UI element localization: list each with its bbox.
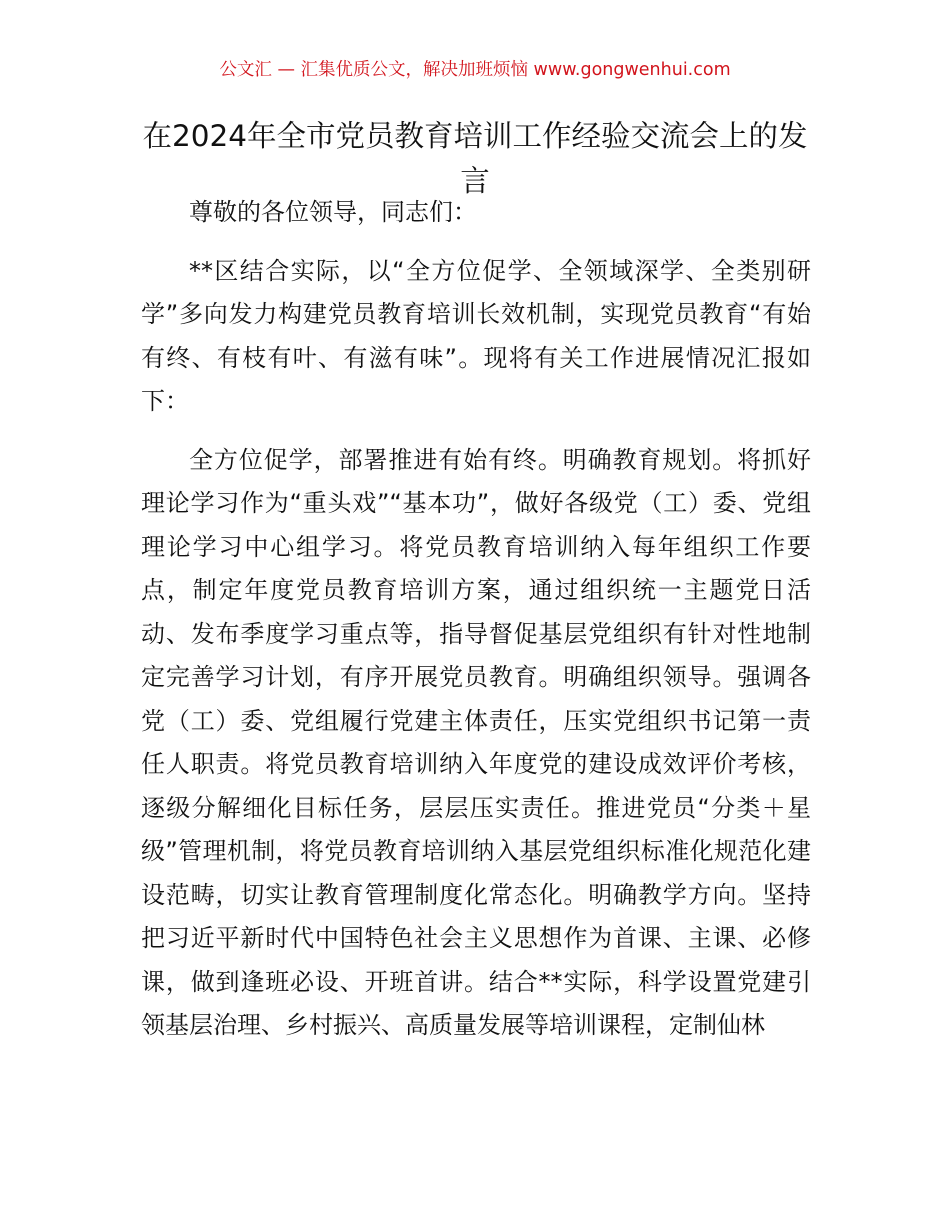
paragraph-intro: **区结合实际，以“全方位促学、全领域深学、全类别研学”多向发力构建党员教育培训长效机制，实现党员教育“有始有终、有枝有叶、有滋有味”。现将有关工作进展情况汇报如下： (141, 256, 811, 415)
document-title: 在2024年全市党员教育培训工作经验交流会上的发言 (142, 119, 808, 198)
document-body (141, 191, 811, 1048)
site-banner[interactable]: 公文汇 — 汇集优质公文，解决加班烦恼 www.gongwenhui.com (219, 60, 731, 80)
salutation: 尊敬的各位领导，同志们： (189, 198, 477, 226)
paragraph-section-1: 全方位促学，部署推进有始有终。明确教育规划。将抓好理论学习作为“重头戏”“基本功”，做好各级党（工）委、党组理论学习中心组学习。将党员教育培训纳入每年组织工作要点，制定年度党员教育培训方案，通过组织统一主题党日活动、发布季度学习重点等，指导督促基层党组织有针对性地制定完善学习计划，有序开展党员教育。明确组织领导。强调各党（工）委、党组履行党建主体责任，压实党组织书记第一责任人职责。将党员教育培训纳入年度党的建设成效评价考核，逐级分解细化目标任务，层层压实责任。推进党员“分类＋星级”管理机制，将党员教育培训纳入基层党组织标准化规范化建设范畴，切实让教育管理制度化常态化。明确教学方向。坚持把习近平新时代中国特色社会主义思想作为首课、主课、必修课，做到逢班必设、开班首讲。结合**实际，科学设置党建引领基层治理、乡村振兴、高质量发展等培训课程，定制仙林 (141, 445, 811, 1039)
